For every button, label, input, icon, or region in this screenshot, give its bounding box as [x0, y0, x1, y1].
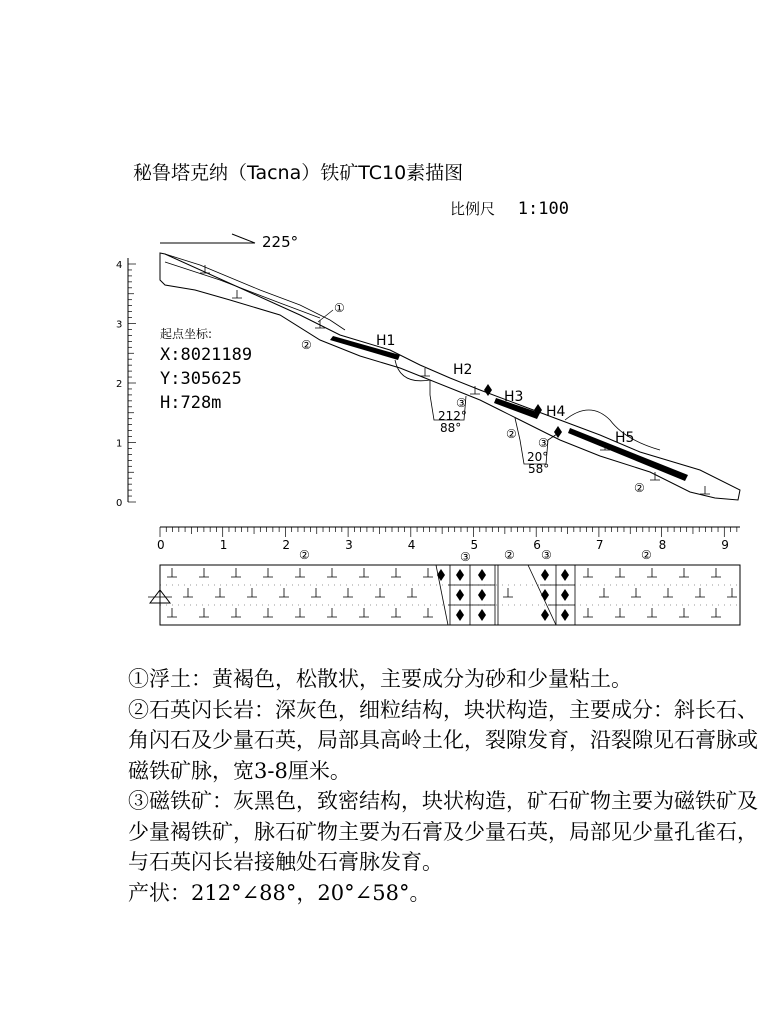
start-coordinates-label: 起点坐标:	[160, 327, 213, 341]
ore-diamond	[478, 569, 486, 581]
horizontal-ruler	[157, 527, 740, 552]
sample-h5: H5	[615, 430, 635, 446]
x-tick-label: 7	[595, 538, 604, 552]
y-tick-label: 0	[116, 498, 123, 509]
strip-label-diorite-3: ②	[641, 548, 652, 562]
ore-diamond	[541, 609, 549, 621]
attitude-2-dip-dir: 20°	[527, 450, 549, 464]
ore-diamond	[456, 609, 464, 621]
marker-diorite-1: ②	[301, 338, 312, 352]
x-tick-label: 0	[157, 538, 165, 552]
sample-h1: H1	[376, 333, 396, 349]
attitude-1-dip: 88°	[440, 421, 462, 435]
ore-diamond	[561, 569, 569, 581]
sample-h2: H2	[453, 362, 473, 378]
ore-diamond	[437, 569, 445, 581]
strip-label-ore-1: ③	[460, 550, 471, 564]
legend-diorite: ②石英闪长岩：深灰色，细粒结构，块状构造，主要成分：斜长石、角闪石及少量石英，局部具高岭土化，裂隙发育，沿裂隙见石膏脉或磁铁矿脉，宽3-8厘米。	[128, 697, 758, 783]
ore-diamond	[478, 589, 486, 601]
ore-diamond	[456, 569, 464, 581]
y-tick-label: 1	[116, 438, 123, 450]
y-tick-label: 4	[116, 260, 123, 271]
scale-label: 比例尺	[450, 200, 496, 218]
strip-label-ore-2: ③	[541, 548, 552, 562]
coord-y: Y:305625	[160, 369, 242, 389]
hump	[565, 410, 660, 450]
azimuth-arrow	[160, 233, 298, 251]
marker-ore-2: ③	[538, 436, 549, 450]
legend-attitude: 产状：212°∠88°，20°∠58°。	[128, 880, 431, 905]
legend-description	[128, 664, 760, 908]
azimuth-label: 225°	[262, 233, 299, 251]
x-tick-label: 2	[282, 538, 291, 552]
legend-soil: ①浮土：黄褐色，松散状，主要成分为砂和少量粘土。	[128, 667, 632, 691]
x-tick-label: 1	[219, 538, 228, 552]
attitude-2-dip: 58°	[528, 462, 550, 476]
soil-layer	[165, 254, 345, 330]
x-tick-label: 6	[533, 538, 541, 552]
trench-plan-strip	[148, 565, 740, 625]
profile-section	[160, 253, 740, 500]
marker-diorite-3: ②	[634, 481, 645, 495]
x-tick-label: 8	[658, 538, 667, 552]
elevation-axis	[116, 258, 136, 509]
ore-diamond	[561, 609, 569, 621]
ore-diamond	[541, 589, 549, 601]
sketch-title: 秘鲁塔克纳（Tacna）铁矿TC10素描图	[133, 162, 464, 184]
sample-h3: H3	[504, 389, 524, 405]
x-tick-label: 5	[470, 538, 479, 552]
coord-x: X:8021189	[160, 345, 253, 365]
ore-diamond	[456, 589, 464, 601]
marker-soil: ①	[334, 301, 345, 315]
legend-magnetite: ③磁铁矿：灰黑色，致密结构，块状构造，矿石矿物主要为磁铁矿及少量褐铁矿，脉石矿物主要为石膏及少量石英，局部见少量孔雀石，与石英闪长岩接触处石膏脉发育。	[128, 789, 758, 874]
marker-diorite-2: ②	[506, 427, 517, 441]
ore-diamond	[561, 589, 569, 601]
strip-label-diorite-2: ②	[504, 548, 515, 562]
attitude-annotations	[438, 409, 549, 476]
ore-diamond	[478, 609, 486, 621]
x-tick-label: 9	[721, 538, 729, 552]
x-tick-label: 3	[345, 538, 353, 552]
y-tick-label: 2	[116, 379, 123, 390]
attitude-1-dip-dir: 212°	[438, 409, 467, 423]
marker-ore-1: ③	[456, 396, 467, 410]
strip-label-diorite-1: ②	[299, 548, 310, 562]
y-tick-label: 3	[116, 319, 123, 331]
coord-h: H:728m	[160, 393, 222, 413]
layer-markers	[301, 301, 645, 495]
sample-h4: H4	[546, 404, 566, 420]
ore-diamond	[541, 569, 549, 581]
ore-diamond-3	[554, 426, 562, 438]
x-tick-label: 4	[407, 538, 416, 552]
scale-value: 1:100	[517, 199, 569, 219]
